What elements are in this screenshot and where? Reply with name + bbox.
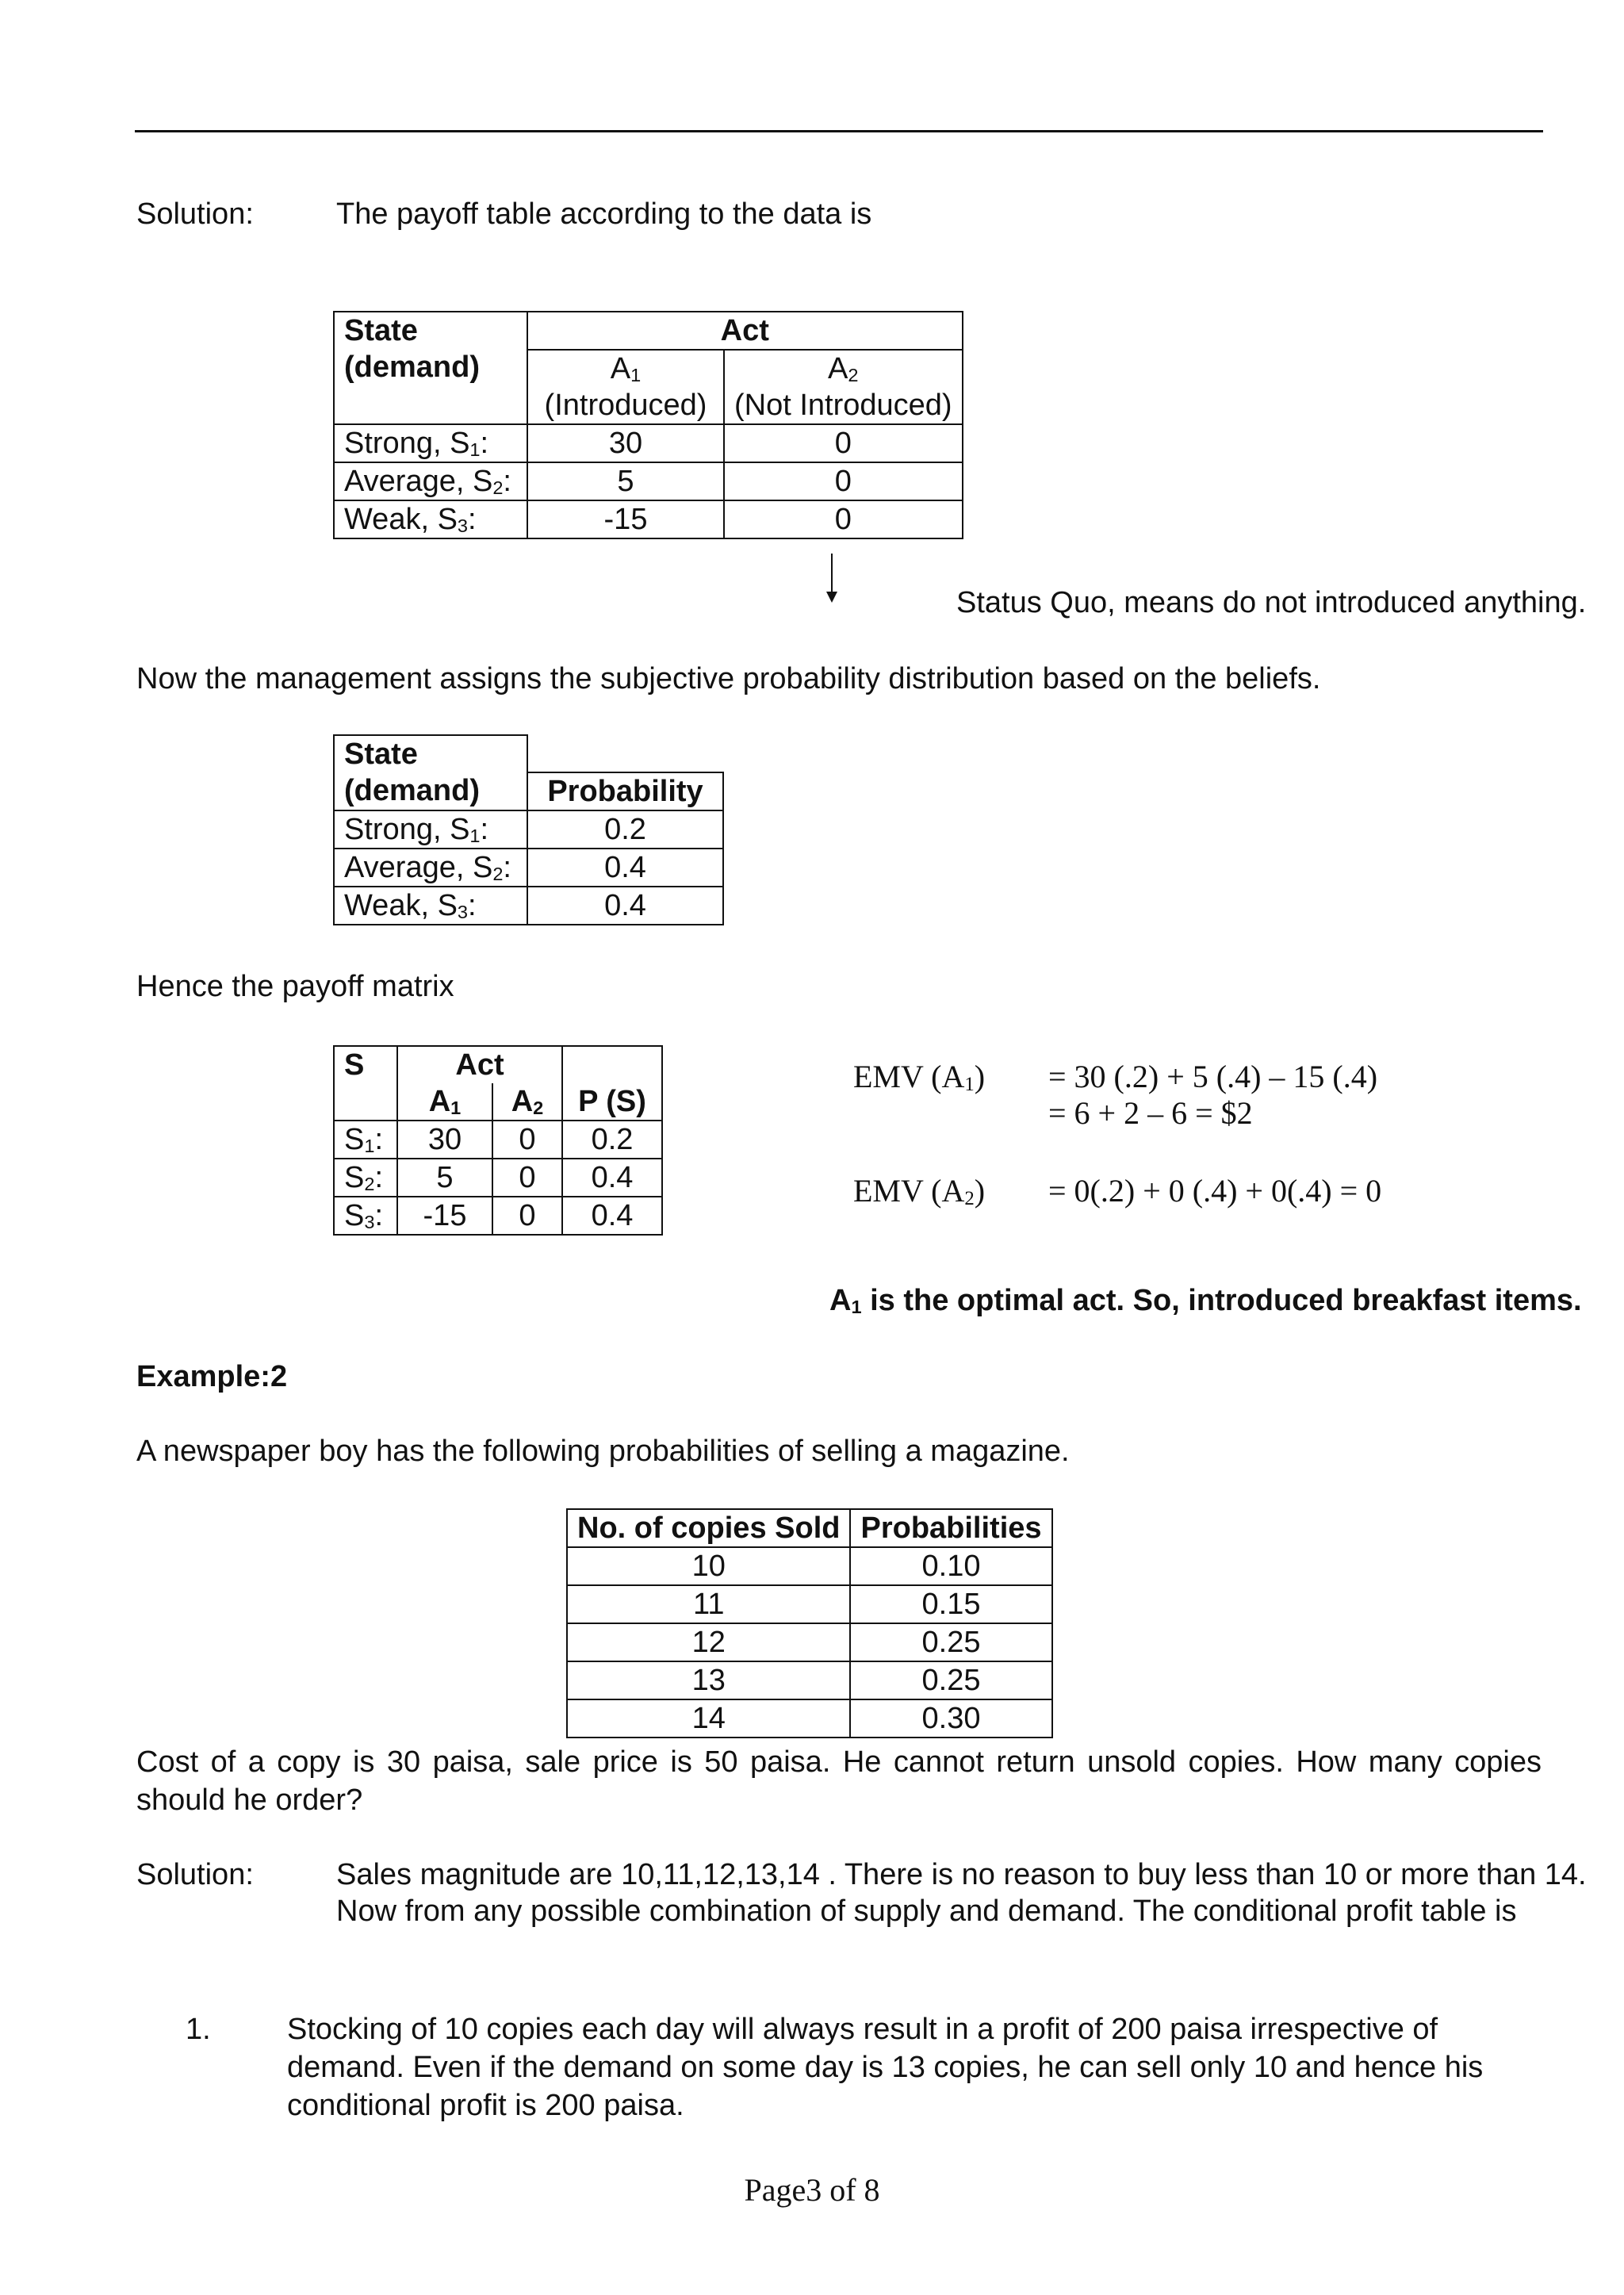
row-s: $S_1$:	[334, 1121, 397, 1159]
a2-subscript: 2	[848, 365, 859, 386]
table-row	[334, 887, 723, 925]
top-rule	[135, 130, 1543, 132]
row-s: $S_3$:	[334, 1197, 397, 1235]
table-row	[567, 1699, 1052, 1738]
example-intro: A newspaper boy has the following probabilities of selling a magazine.	[136, 1435, 1070, 1468]
row-ps: 0.4	[562, 1197, 662, 1235]
matrix-ps-header: P (S)	[562, 1083, 662, 1121]
row-a1: -15	[527, 500, 724, 538]
emv-a1-line2: = 6 + 2 – 6 = $2	[1048, 1095, 1253, 1131]
state-header-line1: State	[344, 314, 418, 347]
emv-a1-label: EMV $(A_1)$	[853, 1059, 986, 1096]
prob-state-line1: State	[344, 738, 418, 771]
row-a1: 5	[397, 1159, 492, 1197]
payoff-table-a2-header	[724, 350, 963, 424]
payoff-table-act-header: Act	[527, 312, 963, 350]
table-row	[334, 1159, 662, 1197]
table-row	[334, 500, 963, 538]
row-state: Strong, $S_1$:	[334, 810, 527, 849]
solution-label: Solution:	[136, 197, 254, 231]
table-row	[567, 1623, 1052, 1661]
row-a1: 30	[527, 424, 724, 462]
a2-letter: A	[828, 352, 848, 385]
matrix-blank-header	[562, 1046, 662, 1083]
row-ps: 0.2	[562, 1121, 662, 1159]
row-a1: 30	[397, 1121, 492, 1159]
row-state: Average, $S_2$:	[334, 462, 527, 500]
row-prob: 0.2	[527, 810, 723, 849]
row-a2: 0	[724, 462, 963, 500]
a1-subscript: 1	[630, 365, 642, 386]
table-row	[567, 1547, 1052, 1585]
row-copies: 14	[567, 1699, 850, 1738]
probability-table	[333, 734, 724, 925]
row-a2: 0	[492, 1197, 562, 1235]
row-a1: -15	[397, 1197, 492, 1235]
probabilities-header: Probabilities	[850, 1509, 1051, 1547]
row-prob: 0.10	[850, 1547, 1051, 1585]
status-quo-note: Status Quo, means do not introduced anything.	[956, 586, 1587, 619]
optimal-act-conclusion: $A_1$ is the optimal act. So, introduced breakfast items.	[829, 1284, 1582, 1318]
row-a1: 5	[527, 462, 724, 500]
row-ps: 0.4	[562, 1159, 662, 1197]
a1-description: (Introduced)	[544, 389, 707, 422]
arrow-head-icon	[826, 592, 837, 603]
payoff-table-a1-header	[527, 350, 724, 424]
probability-intro: Now the management assigns the subjective probability distribution based on the beliefs.	[136, 662, 1321, 695]
payoff-table-state-header	[334, 312, 527, 424]
row-state: Weak, $S_3$:	[334, 500, 527, 538]
table-row	[334, 810, 723, 849]
example-heading: Example:2	[136, 1360, 288, 1393]
row-prob: 0.25	[850, 1623, 1051, 1661]
prob-table-state-header	[334, 735, 527, 810]
solution2-line2: Now from any possible combination of supply and demand. The conditional profit table is	[336, 1895, 1517, 1928]
prob-table-prob-header: Probability	[527, 772, 723, 810]
table-row	[567, 1661, 1052, 1699]
list-item-number: 1.	[186, 2013, 211, 2046]
matrix-s-header: S	[334, 1046, 397, 1121]
page-footer: Page3 of 8	[744, 2172, 880, 2208]
payoff-matrix	[333, 1045, 663, 1236]
solution-intro: The payoff table according to the data is	[336, 197, 872, 231]
row-a2: 0	[492, 1121, 562, 1159]
row-state: Average, $S_2$:	[334, 849, 527, 887]
row-state: Weak, $S_3$:	[334, 887, 527, 925]
a1-letter: A	[610, 352, 631, 385]
emv-a1-line1: = 30 (.2) + 5 (.4) – 15 (.4)	[1048, 1059, 1378, 1094]
table-row	[334, 849, 723, 887]
table-row	[334, 462, 963, 500]
row-a2: 0	[492, 1159, 562, 1197]
row-copies: 10	[567, 1547, 850, 1585]
row-prob: 0.30	[850, 1699, 1051, 1738]
row-copies: 11	[567, 1585, 850, 1623]
status-quo-arrow-icon	[831, 554, 833, 595]
table-row	[567, 1585, 1052, 1623]
copies-table	[566, 1508, 1053, 1738]
matrix-a1-header: $A_1$	[397, 1083, 492, 1121]
state-header-line2: (demand)	[344, 351, 480, 384]
table-row	[334, 424, 963, 462]
row-copies: 13	[567, 1661, 850, 1699]
question-text: Cost of a copy is 30 paisa, sale price is 50 paisa. He cannot return unsold copies. How many copies should he order?	[136, 1745, 1542, 1817]
solution2-line1: Sales magnitude are 10,11,12,13,14 . There is no reason to buy less than 10 or more than 14.	[336, 1858, 1587, 1891]
row-prob: 0.15	[850, 1585, 1051, 1623]
list-item-text: Stocking of 10 copies each day will always result in a profit of 200 paisa irrespective of demand. Even if the demand on some day is 13 copies, he can sell only 10 and hence his conditional profit is 200 paisa.	[287, 2013, 1484, 2122]
row-prob: 0.25	[850, 1661, 1051, 1699]
table-row	[334, 1197, 662, 1235]
row-prob: 0.4	[527, 887, 723, 925]
prob-state-line2: (demand)	[344, 774, 480, 807]
solution2-label: Solution:	[136, 1858, 254, 1891]
payoff-table	[333, 311, 963, 539]
emv-a2-label: EMV $(A_2)$	[853, 1173, 986, 1210]
row-state: Strong, $S_1$:	[334, 424, 527, 462]
matrix-a2-header: $A_2$	[492, 1083, 562, 1121]
a2-description: (Not Introduced)	[734, 389, 952, 422]
row-a2: 0	[724, 500, 963, 538]
copies-header: No. of copies Sold	[567, 1509, 850, 1547]
matrix-act-header: Act	[397, 1046, 562, 1083]
table-row	[334, 1121, 662, 1159]
matrix-intro: Hence the payoff matrix	[136, 970, 454, 1003]
row-a2: 0	[724, 424, 963, 462]
row-copies: 12	[567, 1623, 850, 1661]
row-s: $S_2$:	[334, 1159, 397, 1197]
emv-a2-line1: = 0(.2) + 0 (.4) + 0(.4) = 0	[1048, 1173, 1382, 1209]
prob-table-blank	[527, 735, 723, 772]
row-prob: 0.4	[527, 849, 723, 887]
